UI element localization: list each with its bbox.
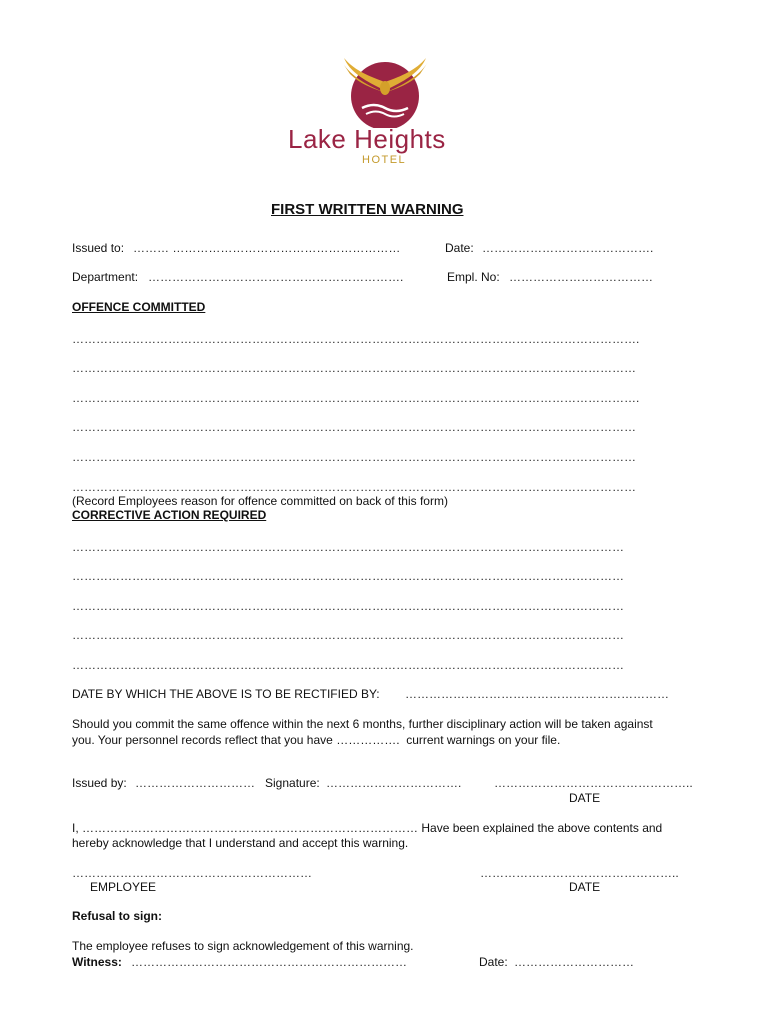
corrective-line[interactable]: ………………………………………………………………………………………………………………………… (72, 658, 624, 672)
empl-no-field[interactable]: ……………………………… (509, 270, 653, 284)
warning-text-part-a: you. Your personnel records reflect that you have (72, 733, 333, 747)
refusal-text: The employee refuses to sign acknowledgement of this warning. (72, 939, 414, 953)
corrective-line[interactable]: ………………………………………………………………………………………………………………………… (72, 599, 624, 613)
refusal-heading: Refusal to sign: (72, 909, 163, 923)
corrective-line[interactable]: ………………………………………………………………………………………………………………………… (72, 540, 624, 554)
offence-note: (Record Employees reason for offence committed on back of this form) (72, 494, 448, 508)
corrective-line[interactable]: ………………………………………………………………………………………………………………………… (72, 628, 624, 642)
issued-date-field[interactable]: ………………………………………….. (494, 776, 693, 790)
rectify-label: DATE BY WHICH THE ABOVE IS TO BE RECTIFIED BY: (72, 687, 380, 701)
department-label: Department: (72, 270, 139, 284)
employee-name-field[interactable]: ………………………………………………………………………… (82, 821, 419, 835)
page-title: FIRST WRITTEN WARNING (271, 201, 464, 218)
offence-line[interactable]: …………………………………………………………………………………………………………………………… (72, 361, 636, 375)
logo-name: Lake Heights (288, 124, 446, 154)
issued-to-label: Issued to: (72, 241, 125, 255)
warning-text-part-b: current warnings on your file. (406, 733, 561, 747)
ack-prefix: I, (72, 821, 79, 835)
offence-line[interactable]: …………………………………………………………………………………………………………………………… (72, 420, 636, 434)
hotel-logo (280, 48, 490, 168)
date-top-label: Date: (445, 241, 474, 255)
rectify-field[interactable]: ………………………………………………………… (405, 687, 669, 701)
corrective-heading: CORRECTIVE ACTION REQUIRED (72, 508, 267, 522)
logo-subtitle: HOTEL (362, 154, 407, 166)
employee-date-label: DATE (569, 880, 601, 894)
offence-line[interactable]: …………………………………………………………………………………………………………………………… (72, 450, 636, 464)
witness-date-label: Date: (479, 955, 508, 969)
offence-line[interactable]: ……………………………………………………………………………………………………………………………. (72, 332, 640, 346)
warnings-count-field[interactable]: ……………. (336, 733, 400, 747)
acknowledgement-line-2: hereby acknowledge that I understand and accept this warning. (72, 836, 409, 850)
employee-signature-field[interactable]: …………………………………………………… (72, 866, 312, 880)
witness-date-field[interactable]: ………………………… (514, 955, 634, 969)
warning-text-line-2 (72, 733, 560, 747)
ack-text: Have been explained the above contents and (421, 821, 663, 835)
signature-field[interactable]: ……………………………. (326, 776, 462, 790)
issued-by-field[interactable]: ………………………… (135, 776, 255, 790)
witness-field[interactable]: …………………………………………………………… (131, 955, 407, 969)
offence-heading: OFFENCE COMMITTED (72, 300, 206, 314)
issued-to-field[interactable]: ……… ………………………………………………… (133, 241, 401, 255)
corrective-line[interactable]: ………………………………………………………………………………………………………………………… (72, 569, 624, 583)
department-field[interactable]: ………………………………………………………. (148, 270, 404, 284)
issued-by-label: Issued by: (72, 776, 127, 790)
logo-emblem-icon (280, 48, 490, 128)
offence-line[interactable]: …………………………………………………………………………………………………………………………… (72, 480, 636, 494)
witness-label: Witness: (72, 955, 122, 969)
employee-date-field[interactable]: ………………………………………….. (480, 866, 679, 880)
date-top-field[interactable]: ……………………………………. (482, 241, 654, 255)
employee-label: EMPLOYEE (90, 880, 157, 894)
acknowledgement-line-1 (72, 821, 662, 835)
empl-no-label: Empl. No: (447, 270, 500, 284)
signature-label: Signature: (265, 776, 320, 790)
warning-text-line-1: Should you commit the same offence within the next 6 months, further disciplinary action will be taken against (72, 717, 653, 731)
issued-date-label: DATE (569, 791, 601, 805)
offence-line[interactable]: ……………………………………………………………………………………………………………………………. (72, 391, 640, 405)
